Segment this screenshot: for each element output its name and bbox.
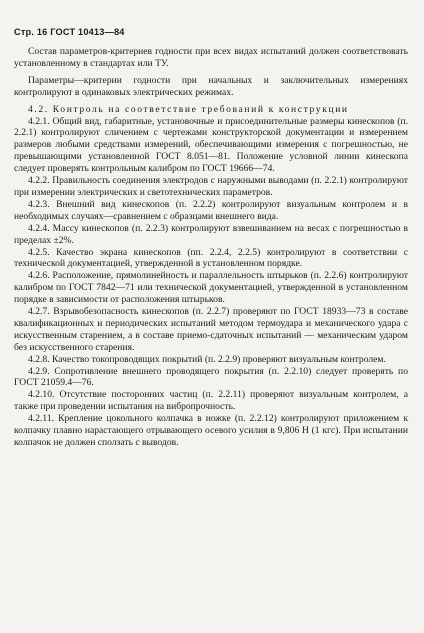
paragraph-4-2-8: 4.2.8. Качество токопроводящих покрытий (п. 2.2.9) проверяют визуальным контролем. (28, 353, 386, 365)
paragraph-4-2-2: 4.2.2. Правильность соединения электродов с наружными выводами (п. 2.2.1) контролируют при измерении электрических и светотехнических параметров. (14, 175, 408, 198)
paragraph-4-2-6: 4.2.6. Расположение, прямолинейность и параллельность штырьков (п. 2.2.6) контролируют калибром по ГОСТ 7842—71 или технической документацией, утвержденной в установленном порядке в зависимости от расположения штырьков. (14, 270, 408, 306)
paragraph-4-2-11: 4.2.11. Крепление цокольного колпачка в ножке (п. 2.2.12) контролируют приложением к колпачку плавно нарастающего отрывающего осевого усилия в 9,806 Н (1 кгс). При испытании колпачок не должен сползать с выводов. (14, 413, 408, 448)
paragraph-4-2-4: 4.2.4. Массу кинескопов (п. 2.2.3) контролируют взвешиванием на весах с погрешностью в пределах ±2%. (14, 222, 408, 246)
paragraph-4-2-5: 4.2.5. Качество экрана кинескопов (пп. 2.2.4, 2.2.5) контролируют в соответствии с технической документацией, утвержденной в установленном порядке. (14, 246, 408, 270)
paragraph-criteria-composition: Состав параметров-критериев годности при всех видах испытаний должен соответствовать установленному в стандартах или ТУ. (14, 46, 408, 69)
paragraph-4-2-7: 4.2.7. Взрывобезопасность кинескопов (п. 2.2.7) проверяют по ГОСТ 18933—73 в составе квалификационных и периодических испытаний методом термоудара и механического удара с искусственным старением, а в составе приемо-сдаточных испытаний — механическим ударом без искусственного старения. (14, 306, 408, 353)
document-body (14, 46, 408, 449)
paragraph-4-2-10: 4.2.10. Отсутствие посторонних частиц (п. 2.2.11) проверяют визуальным контролем, а также при проведении испытания на вибропрочность. (14, 389, 408, 413)
section-heading-4-2: 4.2. Контроль на соответствие требований к конструкции (28, 103, 349, 115)
paragraph-criteria-parameters: Параметры—критерии годности при начальных и заключительных измерениях контролируют в одинаковых электрических режимах. (14, 74, 408, 98)
paragraph-4-2-9: 4.2.9. Сопротивление внешнего проводящего покрытия (п. 2.2.10) следует проверять по ГОСТ 21059.4—76. (14, 365, 408, 389)
paragraph-4-2-3: 4.2.3. Внешний вид кинескопов (п. 2.2.2) контролируют визуальным контролем и в необходимых случаях—сравнением с образцами внешнего вида. (14, 198, 408, 222)
paragraph-4-2-1: 4.2.1. Общий вид, габаритные, установочные и присоединительные размеры кинескопов (п. 2.2.1) контролируют сличением с чертежами конструкторской документации и измерением размеров любыми средствами измерений, обеспечивающими измерения с погрешностью, не превышающими установленной ГОСТ 8.051—81. Положение условной линии кинескопа следует проверять контрольным калибром по ГОСТ 19666—74. (14, 115, 408, 175)
page-header: Стр. 16 ГОСТ 10413—84 (14, 27, 125, 37)
